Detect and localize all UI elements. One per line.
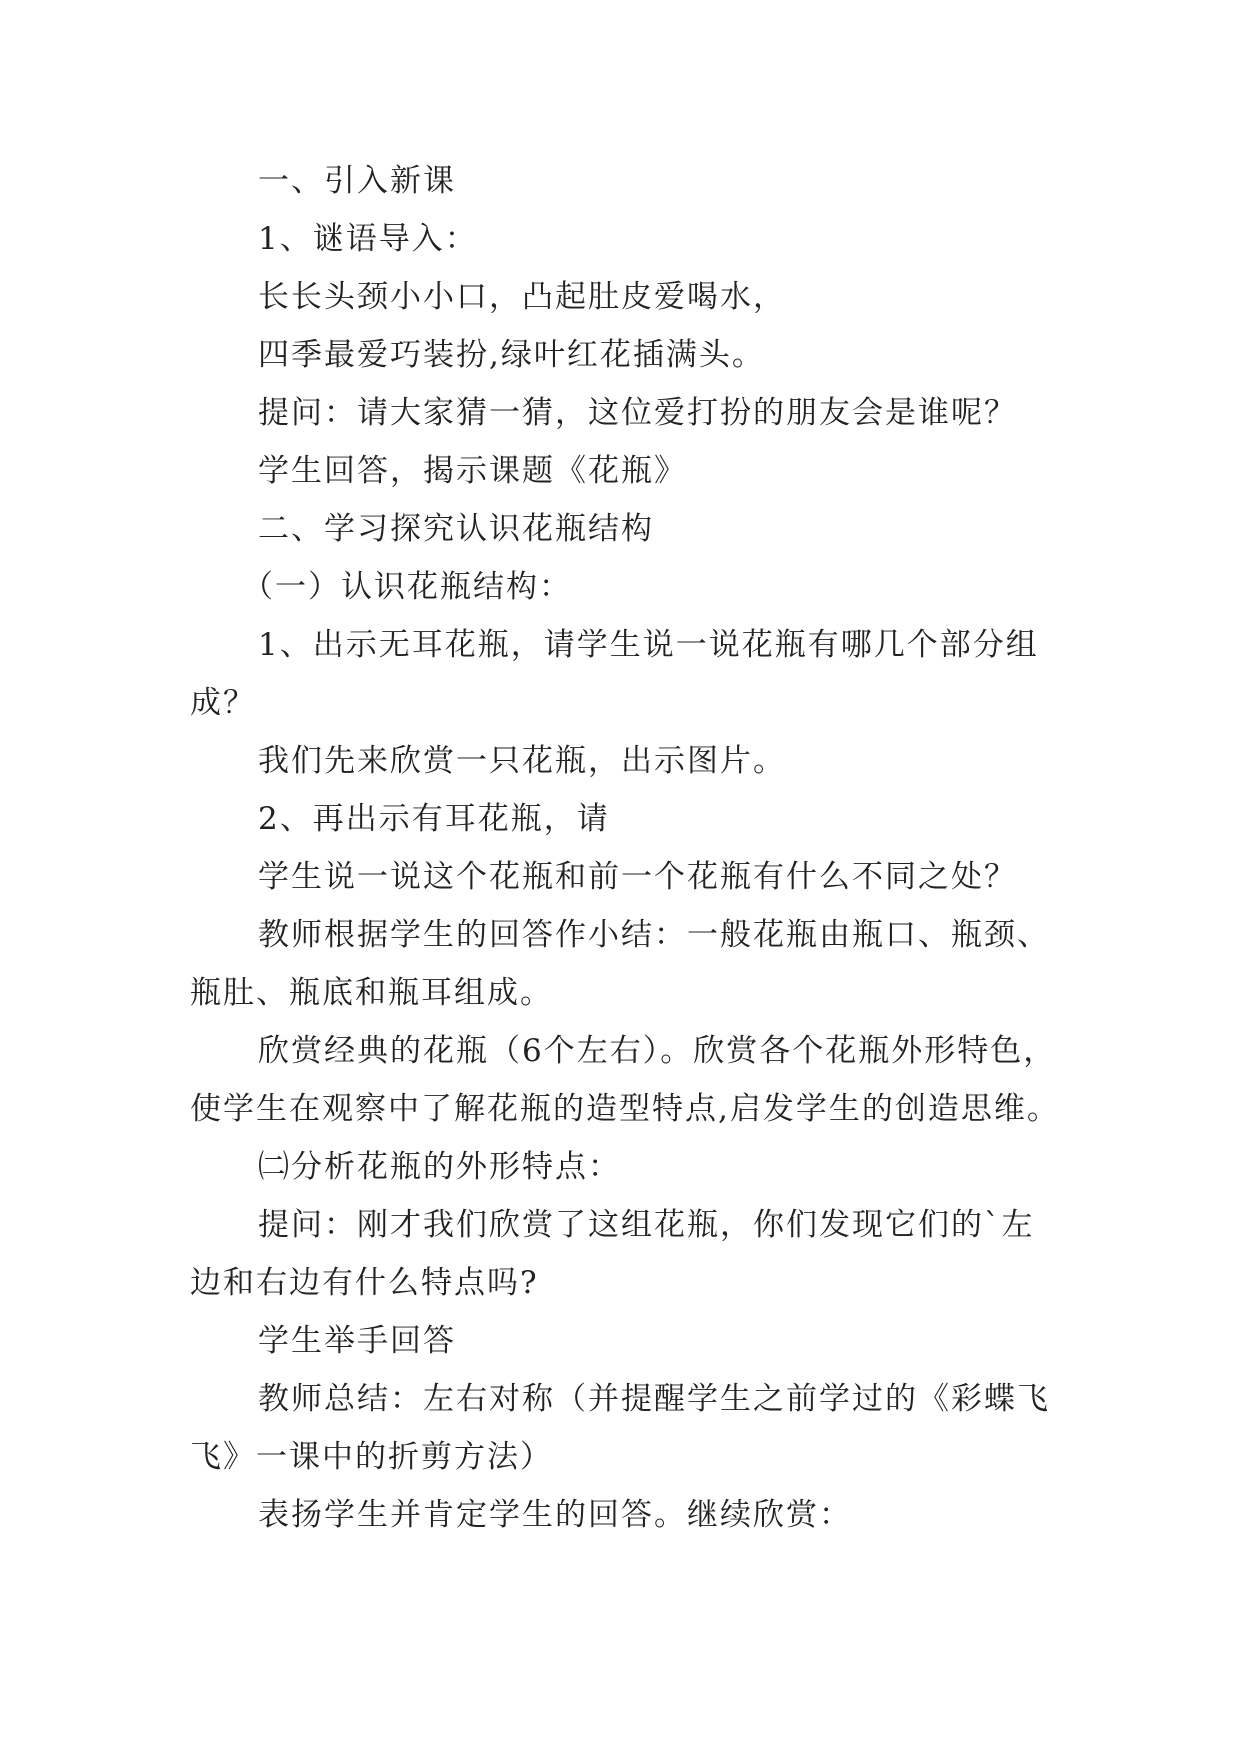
subheading: ㈡分析花瓶的外形特点： (258, 1149, 621, 1185)
paragraph: 表扬学生并肯定学生的回答。继续欣赏： (258, 1497, 852, 1533)
document-body (190, 152, 1060, 1544)
paragraph: 教师总结：左右对称（并提醒学生之前学过的《彩蝶飞飞》一课中的折剪方法） (190, 1381, 1050, 1475)
paragraph: 学生说一说这个花瓶和前一个花瓶有什么不同之处？ (258, 859, 1017, 895)
paragraph: 教师根据学生的回答作小结：一般花瓶由瓶口、瓶颈、瓶肚、瓶底和瓶耳组成。 (190, 917, 1050, 1011)
paragraph: 学生举手回答 (258, 1323, 456, 1359)
paragraph: 提问：刚才我们欣赏了这组花瓶，你们发现它们的`左边和右边有什么特点吗? (190, 1207, 1035, 1301)
heading-intro: 一、引入新课 (258, 163, 456, 199)
heading-study: 二、学习探究认识花瓶结构 (258, 511, 654, 547)
paragraph: 1、谜语导入： (258, 221, 478, 257)
riddle-line: 四季最爱巧装扮,绿叶红花插满头。 (258, 337, 765, 373)
paragraph: 欣赏经典的花瓶（6个左右）。欣赏各个花瓶外形特色，使学生在观察中了解花瓶的造型特点,启发学生的创造思维。 (190, 1033, 1060, 1127)
paragraph: 1、出示无耳花瓶，请学生说一说花瓶有哪几个部分组成？ (190, 627, 1039, 721)
riddle-line: 长长头颈小小口，凸起肚皮爱喝水， (258, 279, 786, 315)
paragraph: 提问：请大家猜一猜，这位爱打扮的朋友会是谁呢？ (258, 395, 1017, 431)
paragraph: 我们先来欣赏一只花瓶，出示图片。 (258, 743, 786, 779)
paragraph: 2、再出示有耳花瓶，请 (258, 801, 610, 837)
subheading: （一）认识花瓶结构： (242, 569, 572, 605)
paragraph: 学生回答，揭示课题《花瓶》 (258, 453, 687, 489)
